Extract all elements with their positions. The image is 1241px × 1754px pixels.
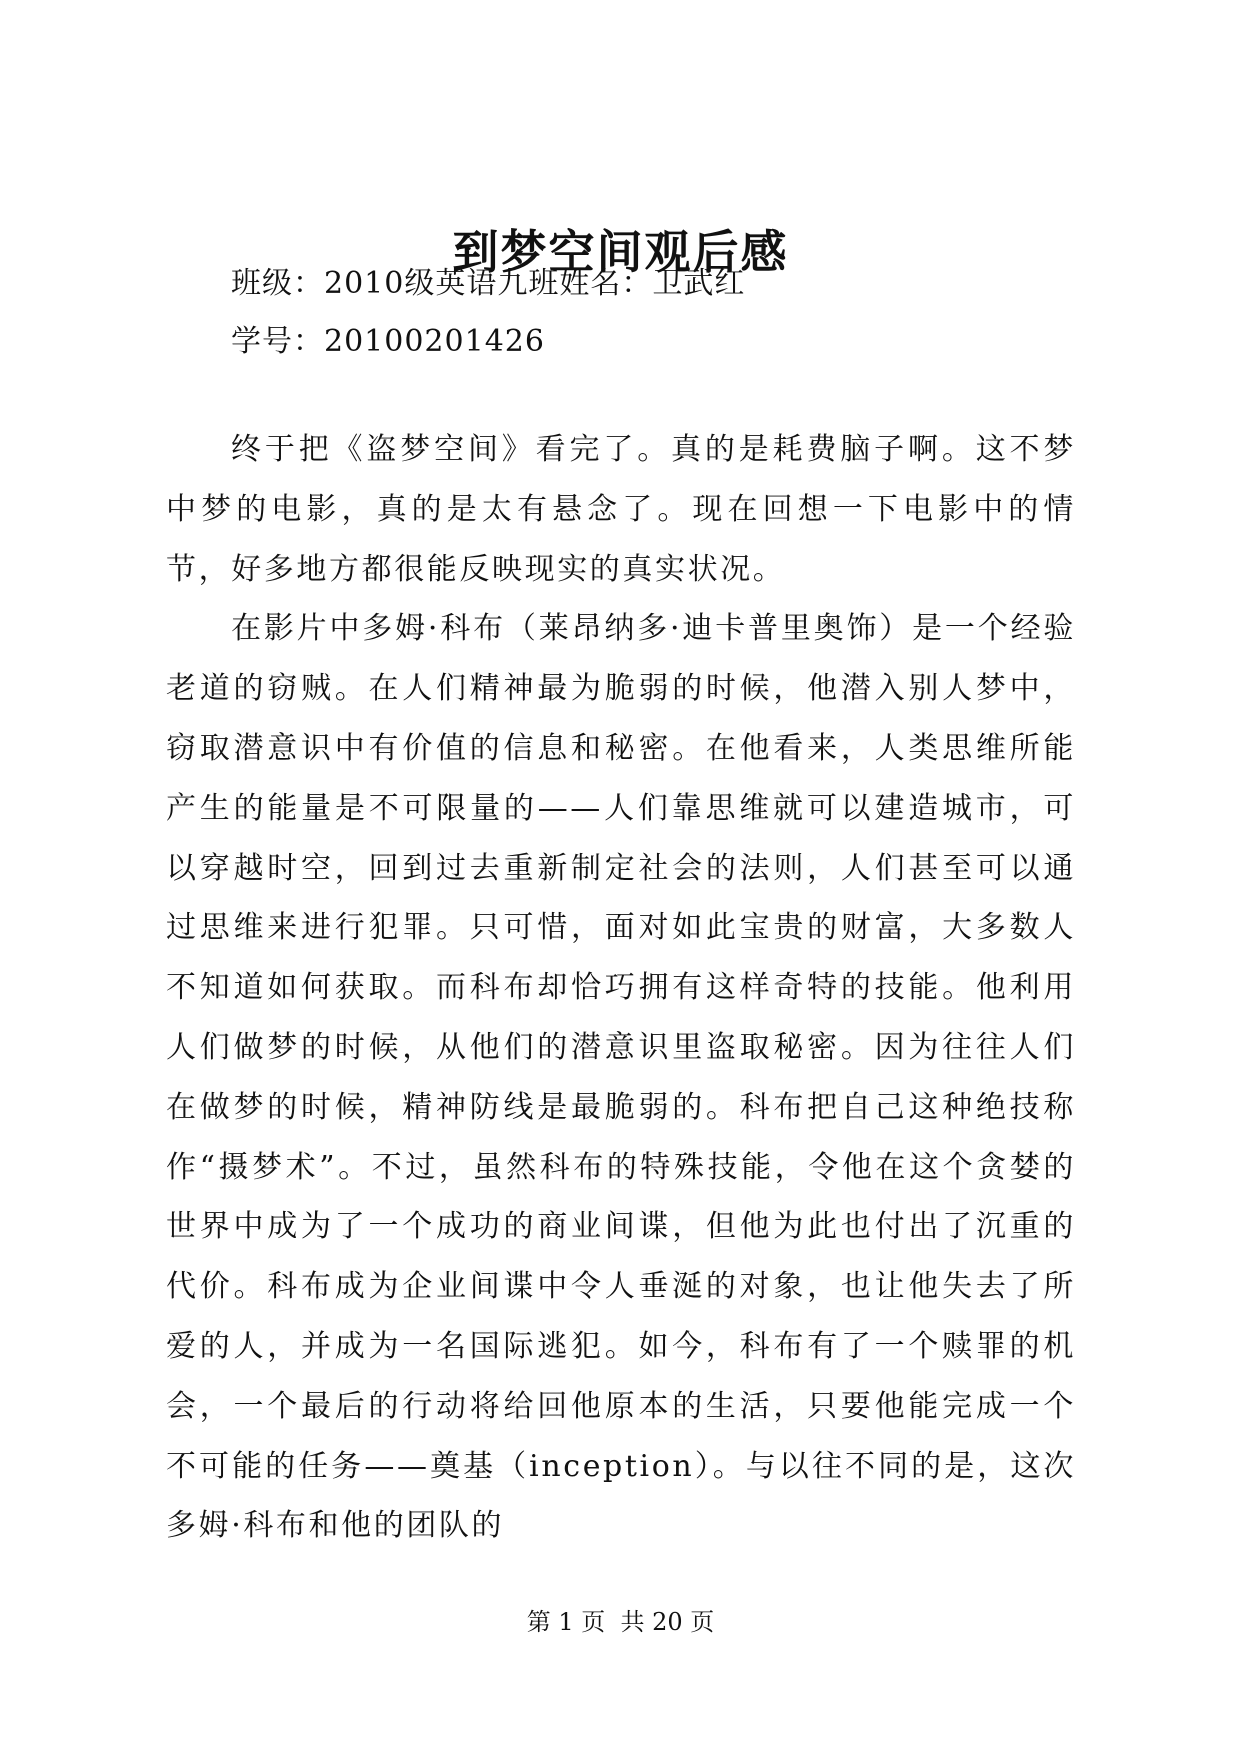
page-footer: 第 1 页 共 20 页: [526, 1608, 715, 1636]
class-name-line: 班级：2010级英语九班姓名：卫武红: [231, 266, 746, 301]
paragraph: 在影片中多姆·科布（莱昂纳多·迪卡普里奥饰）是一个经验老道的窃贼。在人们精神最为脆弱的时候，他潜入别人梦中，窃取潜意识中有价值的信息和秘密。在他看来，人类思维所能产生的能量是不可限量的——人们靠思维就可以建造城市，可以穿越时空，回到过去重新制定社会的法则，人们甚至可以通过思维来进行犯罪。只可惜，面对如此宝贵的财富，大多数人不知道如何获取。而科布却恰巧拥有这样奇特的技能。他利用人们做梦的时候，从他们的潜意识里盗取秘密。因为往往人们在做梦的时候，精神防线是最脆弱的。科布把自己这种绝技称作“摄梦术”。不过，虽然科布的特殊技能，令他在这个贪婪的世界中成为了一个成功的商业间谍，但他为此也付出了沉重的代价。科布成为企业间谍中令人垂涎的对象，也让他失去了所爱的人，并成为一名国际逃犯。如今，科布有了一个赎罪的机会，一个最后的行动将给回他原本的生活，只要他能完成一个不可能的任务——奠基（inception）。与以往不同的是，这次多姆·科布和他的团队的: [166, 611, 1076, 1544]
document-title: 到梦空间观后感: [452, 225, 789, 279]
paragraph: 终于把《盗梦空间》看完了。真的是耗费脑子啊。这不梦中梦的电影，真的是太有悬念了。现在回想一下电影中的情节，好多地方都很能反映现实的真实状况。: [166, 432, 1076, 587]
document-body: [166, 420, 1076, 1556]
student-id-line: 学号：20100201426: [231, 324, 545, 359]
